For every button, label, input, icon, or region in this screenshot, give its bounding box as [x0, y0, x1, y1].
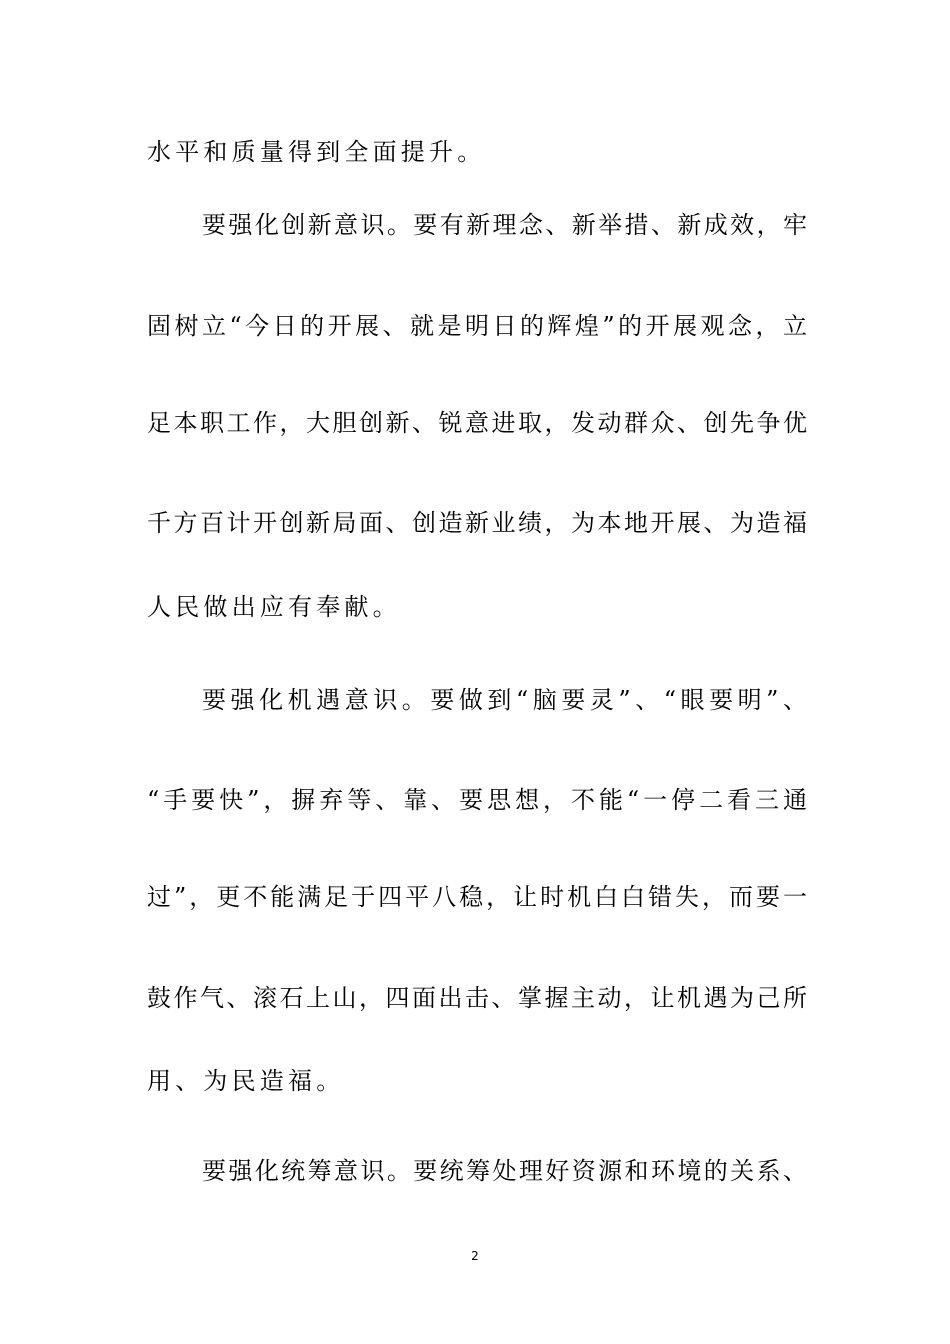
text-line: 过”，更不能满足于四平八稳，让时机白白错失，而要一: [147, 883, 807, 911]
paragraph-start-line: 要强化机遇意识。要做到“脑要灵”、“眼要明”、: [202, 686, 807, 714]
text-line: “手要快”，摒弃等、靠、要思想，不能“一停二看三通: [147, 786, 807, 814]
page-number: 2: [471, 1249, 479, 1263]
paragraph-start-line: 要强化创新意识。要有新理念、新举措、新成效，牢: [202, 211, 807, 239]
text-line: 用、为民造福。: [147, 1067, 345, 1095]
paragraph-start-line: 要强化统筹意识。要统筹处理好资源和环境的关系、: [202, 1157, 807, 1185]
text-line: 固树立“今日的开展、就是明日的辉煌”的开展观念，立: [147, 312, 807, 340]
text-line: 千方百计开创新局面、创造新业绩，为本地开展、为造福: [147, 509, 807, 537]
text-line: 足本职工作，大胆创新、锐意进取，发动群众、创先争优: [147, 409, 807, 437]
text-line: 鼓作气、滚石上山，四面出击、掌握主动，让机遇为己所: [147, 984, 807, 1012]
text-line: 人民做出应有奉献。: [147, 593, 401, 621]
text-line: 水平和质量得到全面提升。: [147, 138, 486, 166]
